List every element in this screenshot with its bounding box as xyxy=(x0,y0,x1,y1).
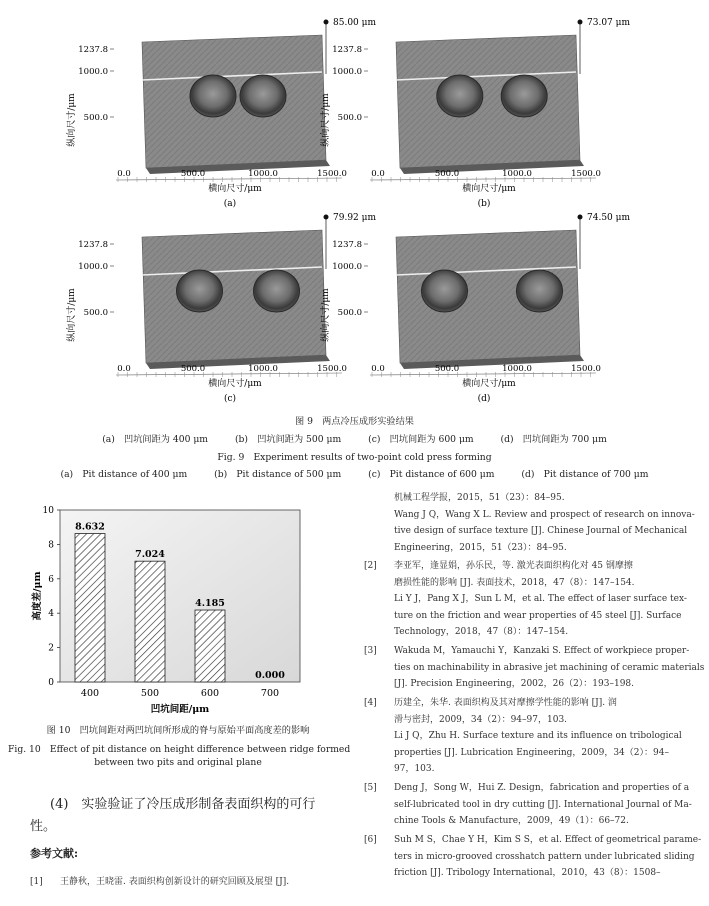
y-tick-label: 1237.8 xyxy=(78,240,108,250)
references-heading: 参考文献: xyxy=(30,847,79,860)
x-tick-label: 0.0 xyxy=(117,169,131,179)
bar-value-label: 7.024 xyxy=(135,549,165,561)
x-axis-label: 横向尺寸/μm xyxy=(462,184,516,194)
x-axis-label: 凹坑间距/μm xyxy=(150,704,210,715)
fig10-caption-en-2: between two pits and original plane xyxy=(94,757,262,768)
reference-number: [2] xyxy=(364,561,377,572)
x-tick-label: 1000.0 xyxy=(502,169,532,179)
y-tick-label: 1000.0 xyxy=(78,67,108,77)
reference-line: ture on the friction and wear properties of 45 steel [J]. Surface xyxy=(394,610,682,621)
y-tick-label: 500.0 xyxy=(337,308,362,318)
reference-line: friction [J]. Tribology International，2010，43（8）：1508– xyxy=(394,868,661,878)
bar-value-label: 8.632 xyxy=(75,521,105,533)
reference-line: properties [J]. Lubrication Engineering，2009，34（2）：94– xyxy=(394,747,669,758)
reference-number: [3] xyxy=(364,646,377,657)
pit-1 xyxy=(437,75,483,117)
x-tick-label: 1500.0 xyxy=(571,169,601,179)
pit-2 xyxy=(240,75,286,117)
y-tick-label: 8 xyxy=(48,540,54,551)
fig9-caption-en: Fig. 9 Experiment results of two-point cold press forming xyxy=(217,452,492,463)
reference-entry xyxy=(364,780,692,830)
reference-1 xyxy=(30,874,340,891)
x-tick-label: 400 xyxy=(80,688,100,699)
y-tick-label: 1237.8 xyxy=(78,45,108,55)
x-tick-label: 0.0 xyxy=(117,364,131,374)
fig9-subcaptions-cn xyxy=(0,431,709,445)
reference-number: [1] xyxy=(30,877,43,887)
fig9-panel-b xyxy=(284,10,631,210)
y-axis-label: 纵向尺寸/μm xyxy=(67,288,77,342)
y-axis-label: 纵向尺寸/μm xyxy=(67,93,77,147)
x-tick-label: 500.0 xyxy=(180,169,206,179)
conclusion-line-2: 性。 xyxy=(30,819,57,834)
reference-entry xyxy=(364,558,687,641)
pit-1 xyxy=(422,270,468,312)
fig9-panel-d xyxy=(284,205,631,405)
bar-value-label: 4.185 xyxy=(195,598,225,610)
fig9-sub-en-d: (d) Pit distance of 700 μm xyxy=(521,469,649,480)
reference-line: ters in micro-grooved crosshatch pattern under lubricated sliding xyxy=(394,851,695,862)
x-tick-label: 1500.0 xyxy=(317,169,347,179)
y-tick-label: 4 xyxy=(48,609,54,620)
reference-line: 滑与密封，2009，34（2）：94–97，103. xyxy=(394,714,568,725)
reference-line: ties on machinability in abrasive jet machining of ceramic materials xyxy=(394,662,705,673)
panel-letter: (c) xyxy=(223,394,237,404)
panel-letter: (b) xyxy=(477,199,491,209)
reference-entry xyxy=(364,643,705,693)
fig9-sub-cn-a: (a) 凹坑间距为 400 μm xyxy=(102,434,209,445)
y-axis-label: 纵向尺寸/μm xyxy=(321,288,331,342)
reference-line: Deng J，Song W，Hui Z. Design，fabrication and properties of a xyxy=(394,783,690,794)
fig9-caption-cn: 图 9 两点冷压成形实验结果 xyxy=(294,416,414,427)
bar-value-label: 0.000 xyxy=(255,670,285,681)
reference-text: 王静秋，王晓雷. 表面织构创新设计的研究回顾及展望 [J]. xyxy=(60,877,290,887)
conclusion-line-1: (4) 实验验证了冷压成形制备表面织构的可行 xyxy=(50,797,316,812)
x-tick-label: 1000.0 xyxy=(248,364,278,374)
reference-line: [J]. Precision Engineering，2002，26（2）：193–198. xyxy=(394,679,635,690)
reference-line: 97，103. xyxy=(394,764,435,775)
reference-line: Li J Q，Zhu H. Surface texture and its influence on tribological xyxy=(394,731,682,742)
y-tick-label: 500.0 xyxy=(83,308,108,318)
x-tick-label: 1500.0 xyxy=(317,364,347,374)
y-tick-label: 1237.8 xyxy=(332,240,362,250)
y-axis-label: 纵向尺寸/μm xyxy=(321,93,331,147)
bar-600 xyxy=(195,610,225,682)
panel-letter: (a) xyxy=(223,199,237,209)
x-axis-label: 横向尺寸/μm xyxy=(462,379,516,389)
surface-plate xyxy=(396,35,580,168)
reference-line: self-lubricated tool in dry cutting [J]. International Journal of Ma- xyxy=(394,799,692,810)
x-tick-label: 0.0 xyxy=(371,169,385,179)
reference-entry xyxy=(364,832,702,882)
reference-line: Technology，2018，47（8）：147–154. xyxy=(394,627,569,638)
y-tick-label: 6 xyxy=(48,574,54,585)
x-tick-label: 600 xyxy=(200,688,220,699)
x-tick-label: 500.0 xyxy=(180,364,206,374)
panel-letter: (d) xyxy=(477,394,491,404)
fig9-sub-en-c: (c) Pit distance of 600 μm xyxy=(368,469,495,480)
x-tick-label: 1500.0 xyxy=(571,364,601,374)
height-marker-dot xyxy=(578,215,583,220)
y-tick-label: 500.0 xyxy=(337,113,362,123)
bar-500 xyxy=(135,561,165,682)
fig9-subcaptions-en xyxy=(0,466,709,480)
pit-1 xyxy=(190,75,236,117)
reference-line: Suh M S，Chae Y H，Kim S S，et al. Effect of geometrical parame- xyxy=(394,835,702,845)
fig9-sub-en-b: (b) Pit distance of 500 μm xyxy=(214,469,342,480)
pit-1 xyxy=(177,270,223,312)
y-tick-label: 0 xyxy=(48,678,54,688)
x-tick-label: 500 xyxy=(140,688,160,699)
fig9-sub-en-a: (a) Pit distance of 400 μm xyxy=(60,469,188,480)
y-tick-label: 10 xyxy=(42,506,54,516)
reference-number: [6] xyxy=(364,835,377,845)
reference-line: chine Tools & Manufacture，2009，49（1）：66–72. xyxy=(394,816,629,827)
height-label: 73.07 μm xyxy=(587,18,631,28)
y-tick-label: 500.0 xyxy=(83,113,108,123)
reference-line: Engineering，2015，51（23）：84–95. xyxy=(394,542,567,553)
fig10-bar-chart xyxy=(30,498,330,713)
reference-line: 历建全，朱华. 表面织构及其对摩擦学性能的影响 [J]. 润 xyxy=(394,698,617,709)
height-label: 74.50 μm xyxy=(587,213,631,223)
x-tick-label: 0.0 xyxy=(371,364,385,374)
pit-2 xyxy=(501,75,547,117)
x-tick-label: 700 xyxy=(260,688,280,699)
reference-entry xyxy=(364,695,684,778)
x-axis-label: 横向尺寸/μm xyxy=(208,184,262,194)
x-tick-label: 500.0 xyxy=(434,169,460,179)
pit-2 xyxy=(517,270,563,312)
reference-line: tive design of surface texture [J]. Chinese Journal of Mechanical xyxy=(394,526,688,536)
reference-line: Li Y J，Pang X J，Sun L M，et al. The effect of laser surface tex- xyxy=(394,594,687,605)
x-tick-label: 1000.0 xyxy=(248,169,278,179)
y-tick-label: 1000.0 xyxy=(332,67,362,77)
y-tick-label: 1237.8 xyxy=(332,45,362,55)
height-marker-dot xyxy=(578,20,583,25)
bar-400 xyxy=(75,534,105,682)
x-axis-label: 横向尺寸/μm xyxy=(208,379,262,389)
reference-number: [5] xyxy=(364,783,377,794)
reference-line: 机械工程学报，2015，51（23）：84–95. xyxy=(394,493,565,503)
y-tick-label: 1000.0 xyxy=(78,262,108,272)
y-tick-label: 2 xyxy=(48,643,54,654)
reference-entry xyxy=(364,490,695,556)
y-axis-label: 高度差/μm xyxy=(32,571,43,621)
fig9-sub-cn-c: (c) 凹坑间距为 600 μm xyxy=(368,434,474,445)
reference-line: Wakuda M，Yamauchi Y，Kanzaki S. Effect of workpiece proper- xyxy=(394,646,690,657)
y-tick-label: 1000.0 xyxy=(332,262,362,272)
reference-line: 磨损性能的影响 [J]. 表面技术，2018，47（8）：147–154. xyxy=(394,577,635,588)
x-tick-label: 1000.0 xyxy=(502,364,532,374)
fig9-sub-cn-d: (d) 凹坑间距为 700 μm xyxy=(500,434,607,445)
reference-line: 李亚军，逢显娟，孙乐民，等. 激光表面织构化对 45 钢摩擦 xyxy=(394,561,633,572)
fig10-caption-en-1: Fig. 10 Effect of pit distance on height difference between ridge formed xyxy=(8,744,351,755)
fig9-sub-cn-b: (b) 凹坑间距为 500 μm xyxy=(234,434,342,445)
fig10-caption-cn: 图 10 凹坑间距对两凹坑间所形成的脊与原始平面高度差的影响 xyxy=(46,725,310,736)
height-label: 85.00 μm xyxy=(333,18,377,28)
reference-line: Wang J Q，Wang X L. Review and prospect of research on innova- xyxy=(394,509,695,520)
reference-number: [4] xyxy=(364,698,377,709)
x-tick-label: 500.0 xyxy=(434,364,460,374)
height-label: 79.92 μm xyxy=(333,213,377,223)
